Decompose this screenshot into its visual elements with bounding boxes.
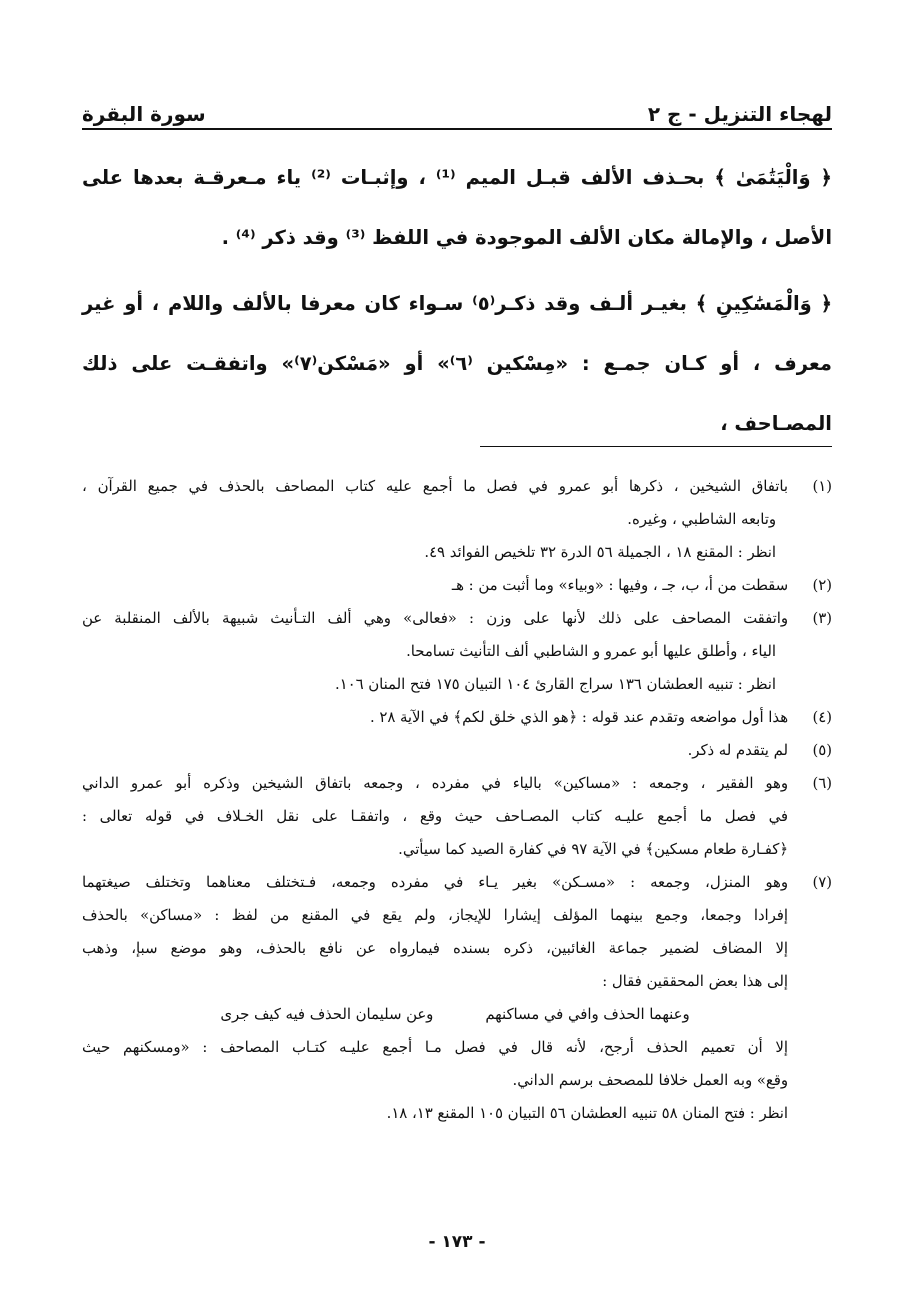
footnote-1 bbox=[82, 470, 832, 569]
footnote-2 bbox=[82, 569, 832, 602]
footnote-line: واتفقت المصاحف على ذلك لأنها على وزن : «فعالى» وهي ألف التـأنيث شبيهة بالألف المنقلبة عن bbox=[82, 610, 788, 627]
footnote-4 bbox=[82, 701, 832, 734]
header-rule bbox=[82, 128, 832, 130]
footnote-separator bbox=[480, 446, 832, 447]
footnote-line: ﴿كفـارة طعام مسكين﴾ في الآية ٩٧ في كفارة الصيد كما سيأتي. bbox=[398, 841, 788, 858]
footnotes bbox=[82, 470, 832, 1130]
verse-hemistich-second: وعن سليمان الحذف فيه كيف جرى bbox=[220, 1006, 434, 1023]
footnote-line: إفرادا وجمعا، وجمع بينهما المؤلف إيشارا للإيجاز، ولم يقع في المقنع من لفظ : «مساكن» بالحذف bbox=[82, 907, 788, 924]
footnote-number: (٤) bbox=[812, 709, 832, 726]
footnote-number: (٦) bbox=[812, 775, 832, 792]
footnote-5 bbox=[82, 734, 832, 767]
footnote-7 bbox=[82, 866, 832, 1130]
footnote-3 bbox=[82, 602, 832, 701]
footnote-6 bbox=[82, 767, 832, 866]
page-number: - ١٧٣ - bbox=[428, 1232, 486, 1252]
footnote-line: هذا أول مواضعه وتقدم عند قوله : ﴿هو الذي خلق لكم﴾ في الآية ٢٨ . bbox=[369, 709, 788, 726]
header-surah-title: سورة البقرة bbox=[82, 102, 206, 126]
main-text bbox=[82, 148, 832, 454]
paragraph-masakin: ﴿ وَالْمَسَٰكِينِ ﴾ بغيـر ألـف وقد ذكـر⁽٥⁾ سـواء كان معرفا بالألف واللام ، أو غير معرف ، أو كـان جمـع : «مِسْكين ⁽٦⁾» أو «مَسْكن⁽٧⁾» واتفقـت على ذلك المصـاحف ، bbox=[82, 292, 832, 435]
footnote-line: وهو المنزل، وجمعه : «مسـكن» بغير يـاء في مفرده وجمعه، فـتختلف معناهما وتختلف صيغتهما bbox=[82, 874, 788, 891]
footnote-line: إلى هذا بعض المحققين فقال : bbox=[602, 973, 788, 990]
header-book-title: لهجاء التنزيل - ج ٢ bbox=[647, 102, 832, 126]
footnote-line: وتابعه الشاطبي ، وغيره. bbox=[627, 511, 776, 528]
footnote-line: سقطت من أ، ب، جـ ، وفيها : «وبياء» وما أثبت من : هـ bbox=[451, 577, 788, 594]
footnote-line: باتفاق الشيخين ، ذكرها أبو عمرو في فصل ما أجمع عليه كتاب المصاحف بالحذف في جميع القرآن ، bbox=[82, 478, 788, 495]
footnote-number: (٧) bbox=[812, 874, 832, 891]
footnote-line: الياء ، وأطلق عليها أبو عمرو و الشاطبي ألف التأنيث تسامحا. bbox=[406, 643, 776, 660]
footnote-line: وهو الفقير ، وجمعه : «مساكين» بالياء في مفرده ، وجمعه باتفاق الشيخين وذكره أبو عمرو الداني bbox=[82, 775, 788, 792]
footnote-number: (٥) bbox=[812, 742, 832, 759]
paragraph-yatama: ﴿ وَالْيَتَٰمَىٰ ﴾ بحـذف الألف قبـل الميم ⁽¹⁾ ، وإثبـات ⁽²⁾ ياء مـعرقـة بعدها على الأصل ، والإمالة مكان الألف الموجودة في اللفظ ⁽³⁾ وقد ذكر ⁽⁴⁾ . bbox=[82, 166, 832, 249]
footnote-number: (٢) bbox=[812, 577, 832, 594]
footnote-number: (١) bbox=[812, 478, 832, 495]
footnote-line: إلا المضاف لضمير جماعة الغائبين، ذكره بسنده فيمارواه عن نافع بالحذف، وهو موضع سبإ، وذهب bbox=[82, 940, 788, 957]
verse-hemistich-first: وعنهما الحذف وافي في مساكنهم bbox=[485, 1006, 690, 1023]
footnote-line: لم يتقدم له ذكر. bbox=[687, 742, 788, 759]
running-header bbox=[82, 86, 832, 126]
footnote-line: في فصل ما أجمع عليـه كتاب المصـاحف حيث وقع ، واتفقـا على نقل الخـلاف في قوله تعالى : bbox=[82, 808, 788, 825]
footnote-line: إلا أن تعميم الحذف أرجح، لأنه قال في فصل مـا أجمع عليـه كتـاب المصاحف : «ومسكنهم حيث bbox=[82, 1039, 788, 1056]
footnote-number: (٣) bbox=[812, 610, 832, 627]
footnote-line: وقع» وبه العمل خلافا للمصحف برسم الداني. bbox=[512, 1072, 788, 1089]
footnote-line: انظر : فتح المنان ٥٨ تنبيه العطشان ٥٦ التبيان ١٠٥ المقنع ١٣، ١٨. bbox=[386, 1105, 788, 1122]
poetry-verse bbox=[82, 998, 788, 1031]
footnote-line: انظر : المقنع ١٨ ، الجميلة ٥٦ الدرة ٣٢ تلخيص الفوائد ٤٩. bbox=[424, 544, 776, 561]
footnote-line: انظر : تنبيه العطشان ١٣٦ سراج القارئ ١٠٤ التبيان ١٧٥ فتح المنان ١٠٦. bbox=[334, 676, 776, 693]
